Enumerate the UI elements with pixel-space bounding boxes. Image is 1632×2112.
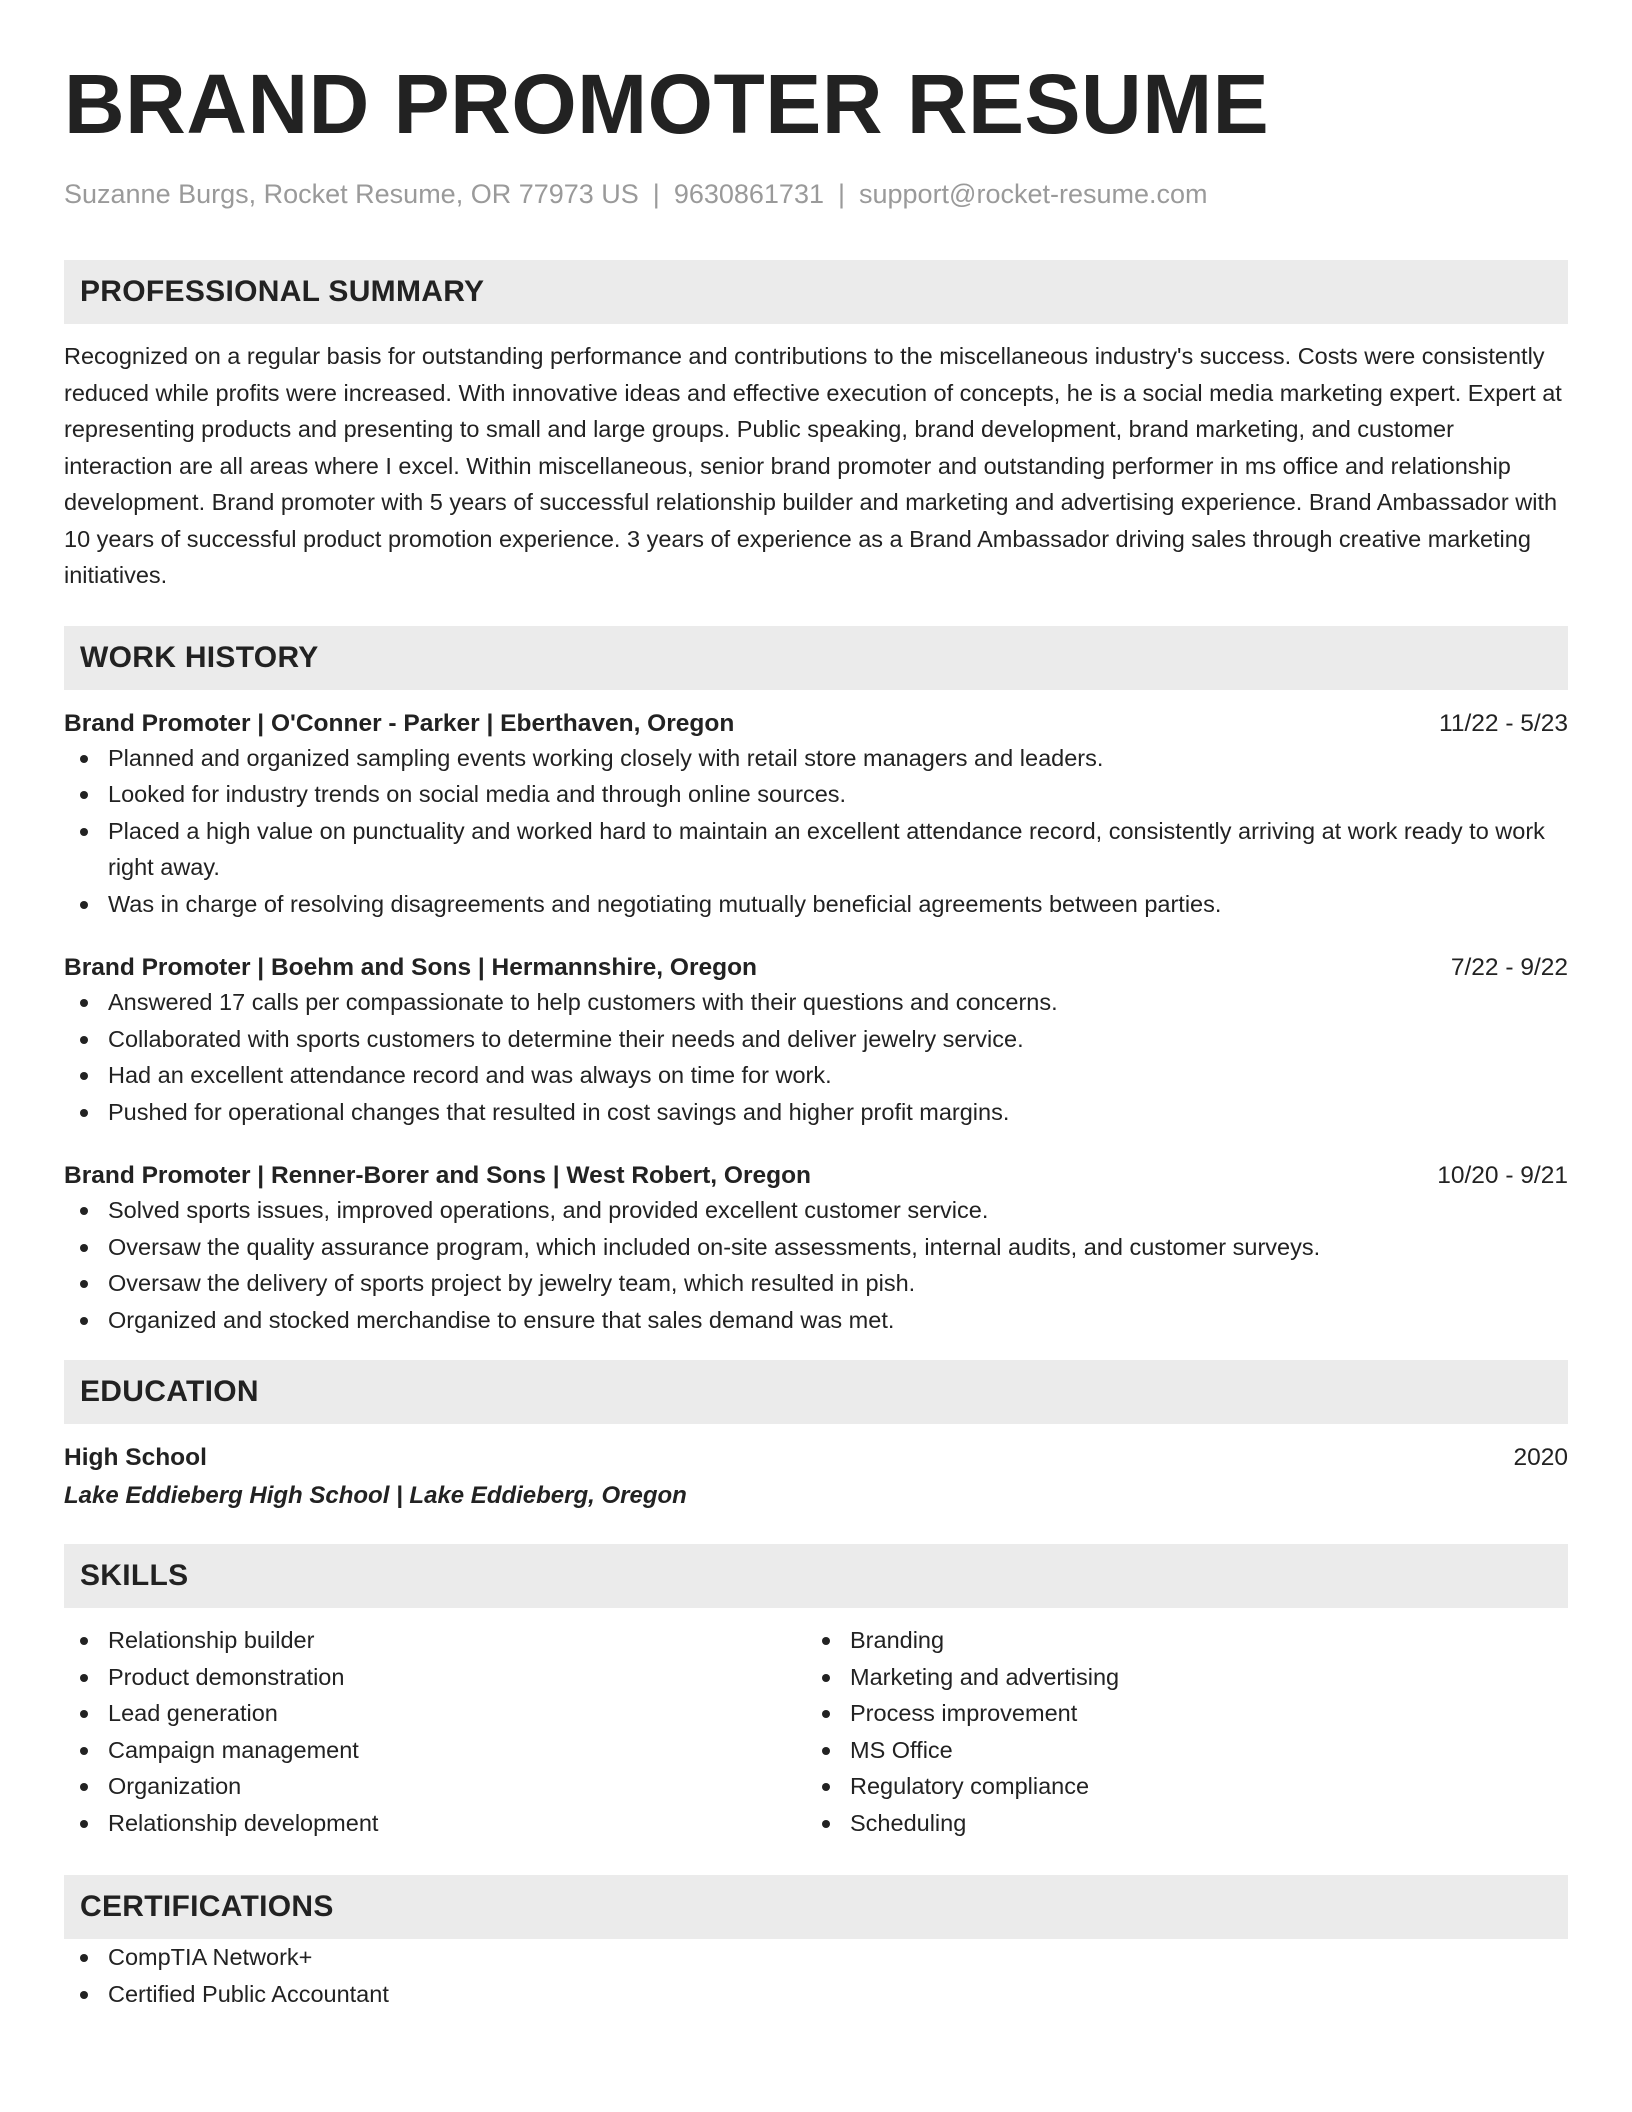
list-item: Marketing and advertising	[806, 1659, 1548, 1696]
list-item: Certified Public Accountant	[64, 1976, 1568, 2013]
job-title: Brand Promoter | Renner-Borer and Sons | West Robert, Oregon	[64, 1162, 811, 1189]
list-item: Process improvement	[806, 1695, 1548, 1732]
job-header	[64, 708, 1568, 740]
resume-title: BRAND PROMOTER RESUME	[64, 57, 1270, 151]
list-item: Organization	[64, 1768, 806, 1805]
list-item: Looked for industry trends on social media and through online sources.	[64, 776, 1568, 813]
job-entry	[64, 952, 1568, 1130]
list-item: Solved sports issues, improved operations, and provided excellent customer service.	[64, 1192, 1568, 1229]
list-item: Campaign management	[64, 1732, 806, 1769]
job-title: Brand Promoter | O'Conner - Parker | Eberthaven, Oregon	[64, 709, 735, 737]
job-dates: 10/20 - 9/21	[1437, 1162, 1568, 1189]
skills-column-right	[806, 1622, 1548, 1841]
list-item: Organized and stocked merchandise to ensure that sales demand was met.	[64, 1302, 1568, 1339]
list-item: Product demonstration	[64, 1659, 806, 1696]
section-title: EDUCATION	[80, 1375, 259, 1408]
section-header-work-history	[64, 626, 1568, 690]
education-header	[64, 1440, 1568, 1476]
contact-separator: |	[837, 179, 845, 209]
job-dates: 7/22 - 9/22	[1450, 954, 1568, 981]
list-item: Relationship builder	[64, 1622, 806, 1659]
section-header-education	[64, 1360, 1568, 1424]
job-bullets	[64, 1192, 1568, 1338]
list-item: Regulatory compliance	[806, 1768, 1548, 1805]
list-item: CompTIA Network+	[64, 1939, 1568, 1976]
contact-separator: |	[652, 179, 660, 209]
list-item: Oversaw the delivery of sports project by jewelry team, which resulted in pish.	[64, 1265, 1568, 1302]
job-bullets	[64, 984, 1568, 1130]
list-item: Lead generation	[64, 1695, 806, 1732]
section-title: WORK HISTORY	[80, 640, 319, 674]
list-item: Oversaw the quality assurance program, which included on-site assessments, internal audits, and customer surveys.	[64, 1229, 1568, 1266]
list-item: Collaborated with sports customers to determine their needs and deliver jewelry service.	[64, 1021, 1568, 1058]
education-degree: High School	[64, 1444, 207, 1471]
list-item: Had an excellent attendance record and was always on time for work.	[64, 1057, 1568, 1094]
job-header	[64, 1160, 1568, 1192]
job-entry	[64, 708, 1568, 923]
job-dates: 11/22 - 5/23	[1439, 709, 1568, 737]
certifications-list	[64, 1939, 1568, 2012]
education-school: Lake Eddieberg High School | Lake Eddieberg, Oregon	[64, 1482, 687, 1509]
section-header-skills	[64, 1544, 1568, 1608]
section-title: CERTIFICATIONS	[80, 1890, 334, 1923]
skills-column-left	[64, 1622, 806, 1841]
job-title: Brand Promoter | Boehm and Sons | Hermannshire, Oregon	[64, 954, 758, 981]
summary-text: Recognized on a regular basis for outstanding performance and contributions to the miscellaneous industry's success. Costs were consistently reduced while profits were increased. With innovative ideas and effective execution of concepts, he is a social media marketing expert. Expert at representing products and presenting to small and large groups. Public speaking, brand development, brand marketing, and customer interaction are all areas where I excel. Within miscellaneous, senior brand promoter and outstanding performer in ms office and relationship development. Brand promoter with 5 years of successful relationship builder and marketing and advertising experience. Brand Ambassador with 10 years of successful product promotion experience. 3 years of experience as a Brand Ambassador driving sales through creative marketing initiatives.	[64, 343, 1562, 588]
job-entry	[64, 1160, 1568, 1338]
job-bullets	[64, 740, 1568, 923]
list-item: Placed a high value on punctuality and worked hard to maintain an excellent attendance record, consistently arriving at work ready to work right away.	[64, 813, 1568, 886]
list-item: Relationship development	[64, 1805, 806, 1842]
job-header	[64, 952, 1568, 984]
list-item: Answered 17 calls per compassionate to help customers with their questions and concerns.	[64, 984, 1568, 1021]
section-header-summary	[64, 260, 1568, 324]
list-item: Branding	[806, 1622, 1548, 1659]
education-year: 2020	[1513, 1444, 1568, 1471]
contact-email: support@rocket-resume.com	[859, 179, 1208, 209]
section-title: SKILLS	[80, 1559, 189, 1592]
section-title: PROFESSIONAL SUMMARY	[80, 275, 485, 308]
list-item: Pushed for operational changes that resulted in cost savings and higher profit margins.	[64, 1094, 1568, 1131]
contact-line	[64, 178, 1568, 210]
contact-address: Suzanne Burgs, Rocket Resume, OR 77973 US	[64, 179, 639, 209]
list-item: MS Office	[806, 1732, 1548, 1769]
list-item: Was in charge of resolving disagreements and negotiating mutually beneficial agreements between parties.	[64, 886, 1568, 923]
skills-grid	[64, 1622, 1568, 1841]
list-item: Scheduling	[806, 1805, 1548, 1842]
list-item: Planned and organized sampling events working closely with retail store managers and leaders.	[64, 740, 1568, 777]
contact-phone: 9630861731	[673, 179, 824, 209]
section-header-certifications	[64, 1875, 1568, 1939]
